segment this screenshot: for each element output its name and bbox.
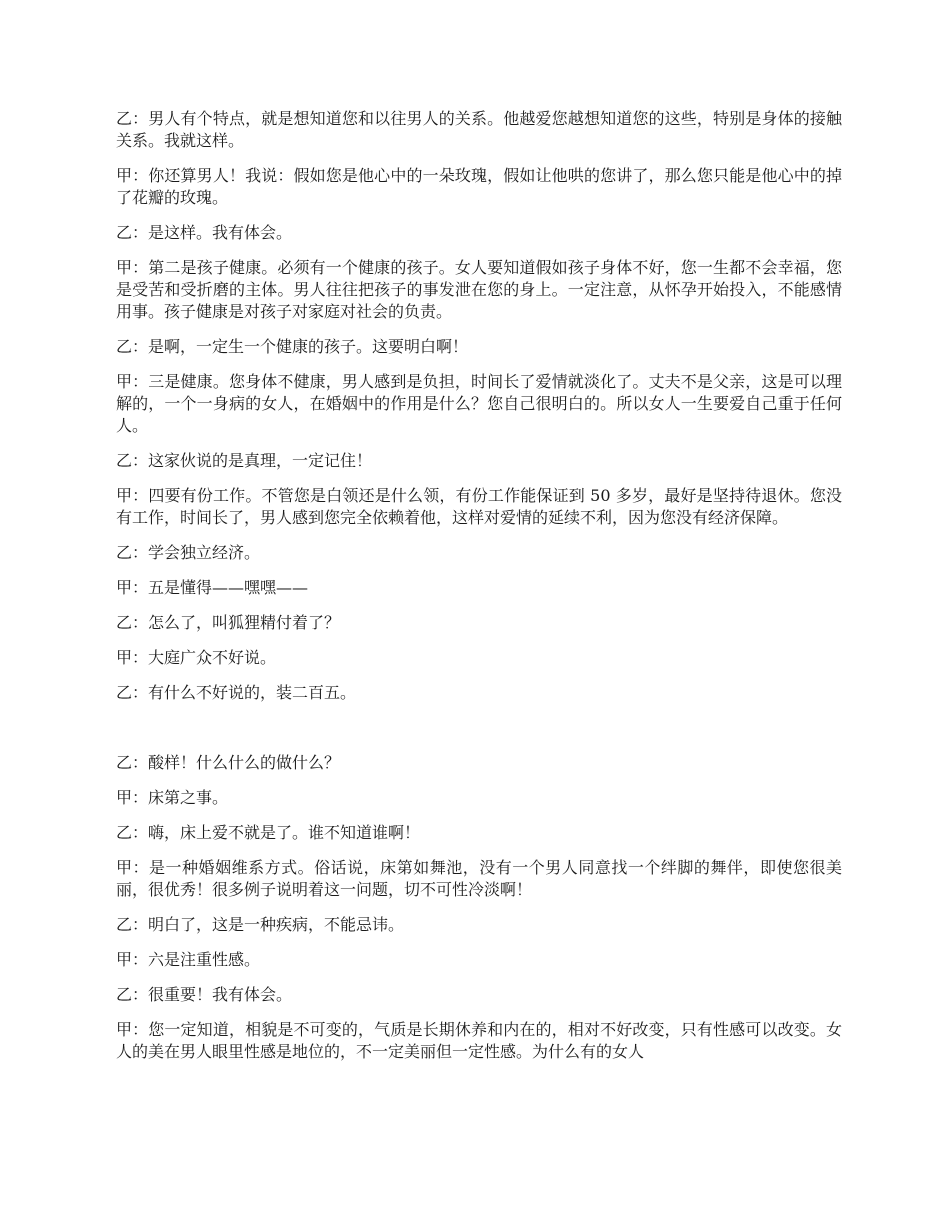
dialogue-line: 甲：是一种婚姻维系方式。俗话说，床第如舞池，没有一个男人同意找一个绊脚的舞伴，即使您很美丽，很优秀！很多例子说明着这一问题，切不可性冷淡啊！ xyxy=(116,858,842,899)
dialogue-line: 乙：明白了，这是一种疾病，不能忌讳。 xyxy=(116,915,405,934)
dialogue-line: 乙：有什么不好说的，装二百五。 xyxy=(116,683,357,702)
dialogue-line: 乙：这家伙说的是真理，一定记住！ xyxy=(116,451,373,470)
dialogue-line: 乙：嗨，床上爱不就是了。谁不知道谁啊！ xyxy=(116,823,421,842)
dialogue-line: 乙：学会独立经济。 xyxy=(116,543,261,562)
dialogue-section-1 xyxy=(116,108,842,704)
dialogue-line: 乙：是这样。我有体会。 xyxy=(116,223,293,242)
dialogue-line: 乙：怎么了，叫狐狸精付着了？ xyxy=(116,613,341,632)
dialogue-line: 甲：三是健康。您身体不健康，男人感到是负担，时间长了爱情就淡化了。丈夫不是父亲，这是可以理解的，一个一身病的女人，在婚姻中的作用是什么？您自己很明白的。所以女人一生要爱自己重于任何人。 xyxy=(116,372,842,435)
dialogue-line: 甲：第二是孩子健康。必须有一个健康的孩子。女人要知道假如孩子身体不好，您一生都不会幸福，您是受苦和受折磨的主体。男人往往把孩子的事发泄在您的身上。一定注意，从怀孕开始投入，不能感情用事。孩子健康是对孩子对家庭对社会的负责。 xyxy=(116,258,842,321)
dialogue-line: 甲：四要有份工作。不管您是白领还是什么领，有份工作能保证到 50 多岁，最好是坚持待退休。您没有工作，时间长了，男人感到您完全依赖着他，这样对爱情的延续不利，因为您没有经济保障。 xyxy=(116,486,842,527)
document-page xyxy=(116,108,842,1076)
dialogue-line: 甲：六是注重性感。 xyxy=(116,950,261,969)
dialogue-line: 甲：您一定知道，相貌是不可变的，气质是长期休养和内在的，相对不好改变，只有性感可以改变。女人的美在男人眼里性感是地位的，不一定美丽但一定性感。为什么有的女人 xyxy=(116,1020,842,1061)
dialogue-line: 乙：是啊，一定生一个健康的孩子。这要明白啊！ xyxy=(116,337,469,356)
section-gap xyxy=(116,717,842,752)
dialogue-section-2 xyxy=(116,752,842,1063)
dialogue-line: 甲：你还算男人！我说：假如您是他心中的一朵玫瑰，假如让他哄的您讲了，那么您只能是他心中的掉了花瓣的玫瑰。 xyxy=(116,166,842,207)
dialogue-line: 甲：床第之事。 xyxy=(116,788,229,807)
dialogue-line: 甲：五是懂得——嘿嘿—— xyxy=(116,578,309,597)
dialogue-line: 乙：酸样！什么什么的做什么？ xyxy=(116,753,341,772)
dialogue-line: 乙：男人有个特点，就是想知道您和以往男人的关系。他越爱您越想知道您的这些，特别是身体的接触关系。我就这样。 xyxy=(116,109,842,150)
dialogue-line: 乙：很重要！我有体会。 xyxy=(116,985,293,1004)
dialogue-line: 甲：大庭广众不好说。 xyxy=(116,648,277,667)
